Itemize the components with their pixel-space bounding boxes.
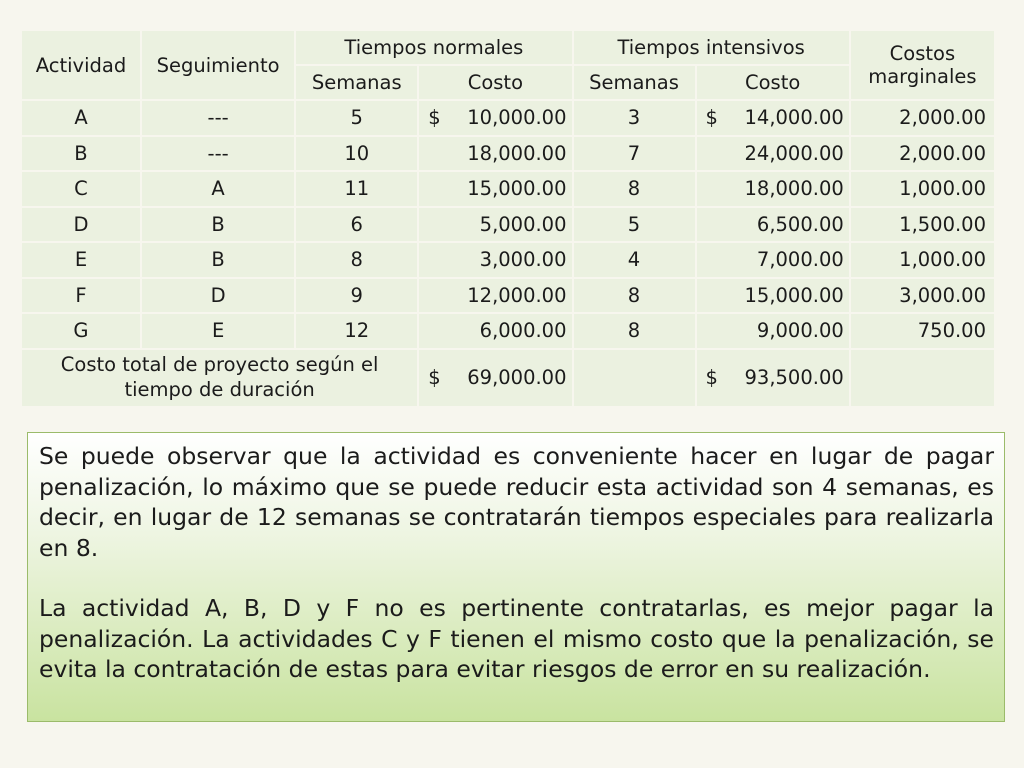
note-box	[27, 432, 1005, 722]
total-label: Costo total de proyecto según el tiempo de duración	[22, 350, 417, 406]
cell-costo-intensivo: 9,000.00	[697, 314, 849, 348]
currency-symbol: $	[705, 366, 718, 389]
table-row	[22, 243, 994, 277]
table-row	[22, 101, 994, 135]
cell-semanas-normal: 11	[296, 172, 417, 206]
header-tiempos-normales: Tiempos normales	[296, 31, 571, 64]
table-row	[22, 279, 994, 313]
cell-actividad: B	[22, 137, 140, 171]
header-actividad: Actividad	[22, 31, 140, 99]
currency-symbol	[424, 319, 450, 342]
cell-semanas-intensivo: 8	[574, 172, 695, 206]
cell-semanas-normal: 12	[296, 314, 417, 348]
cell-actividad: A	[22, 101, 140, 135]
table-row	[22, 137, 994, 171]
table-body	[22, 101, 994, 348]
cell-costo-normal: 15,000.00	[419, 172, 571, 206]
cell-costo-marginal: 3,000.00	[851, 279, 994, 313]
cell-costo-normal: 18,000.00	[419, 137, 571, 171]
header-costo-normal: Costo	[419, 66, 571, 99]
cell-semanas-intensivo: 5	[574, 208, 695, 242]
currency-symbol	[424, 142, 450, 165]
currency-symbol	[702, 177, 728, 200]
cell-seguimiento: B	[142, 208, 294, 242]
header-seguimiento: Seguimiento	[142, 31, 294, 99]
cell-costo-normal: $ 10,000.00	[419, 101, 571, 135]
cell-seguimiento: A	[142, 172, 294, 206]
cell-costo-intensivo: 18,000.00	[697, 172, 849, 206]
total-empty-cell	[574, 350, 695, 406]
currency-symbol	[424, 213, 450, 236]
cell-costo-normal: 3,000.00	[419, 243, 571, 277]
cell-actividad: D	[22, 208, 140, 242]
total-empty-cell	[851, 350, 994, 406]
table-row	[22, 208, 994, 242]
currency-symbol	[702, 284, 728, 307]
cell-seguimiento: ---	[142, 137, 294, 171]
total-intensive-cost: $ 93,500.00	[697, 350, 849, 406]
header-semanas-normal: Semanas	[296, 66, 417, 99]
currency-symbol	[702, 142, 728, 165]
cell-semanas-normal: 5	[296, 101, 417, 135]
cell-costo-marginal: 750.00	[851, 314, 994, 348]
cell-semanas-normal: 9	[296, 279, 417, 313]
cell-costo-normal: 6,000.00	[419, 314, 571, 348]
cell-costo-intensivo: 7,000.00	[697, 243, 849, 277]
cell-seguimiento: E	[142, 314, 294, 348]
header-tiempos-intensivos: Tiempos intensivos	[574, 31, 849, 64]
table-row	[22, 314, 994, 348]
cost-table	[20, 29, 996, 408]
cell-costo-intensivo: 24,000.00	[697, 137, 849, 171]
currency-symbol	[424, 177, 450, 200]
note-paragraph-2: La actividad A, B, D y F no es pertinente contratarlas, es mejor pagar la penalización. La actividades C y F tienen el mismo costo que la penalización, se evita la contratación de estas para evitar riesgos de error en su realización.	[39, 594, 994, 683]
note-paragraph-1: Se puede observar que la actividad es conveniente hacer en lugar de pagar penalización, lo máximo que se puede reducir esta actividad son 4 semanas, es decir, en lugar de 12 semanas se contratarán tiempos especiales para realizarla en 8.	[39, 442, 994, 562]
currency-symbol	[702, 248, 728, 271]
currency-symbol: $	[705, 106, 718, 130]
cell-costo-intensivo: 6,500.00	[697, 208, 849, 242]
currency-symbol	[702, 213, 728, 236]
cell-actividad: F	[22, 279, 140, 313]
cell-costo-marginal: 2,000.00	[851, 101, 994, 135]
cell-semanas-intensivo: 4	[574, 243, 695, 277]
cell-costo-marginal: 1,000.00	[851, 243, 994, 277]
cell-costo-intensivo: 15,000.00	[697, 279, 849, 313]
currency-symbol: $	[428, 366, 441, 389]
cell-semanas-normal: 6	[296, 208, 417, 242]
currency-symbol	[702, 319, 728, 342]
cell-costo-marginal: 1,000.00	[851, 172, 994, 206]
cell-actividad: C	[22, 172, 140, 206]
cell-actividad: G	[22, 314, 140, 348]
cell-costo-marginal: 1,500.00	[851, 208, 994, 242]
cell-semanas-intensivo: 8	[574, 279, 695, 313]
cell-semanas-intensivo: 3	[574, 101, 695, 135]
cell-actividad: E	[22, 243, 140, 277]
cell-semanas-normal: 8	[296, 243, 417, 277]
total-row	[22, 350, 994, 406]
cell-costo-intensivo: $ 14,000.00	[697, 101, 849, 135]
cell-seguimiento: D	[142, 279, 294, 313]
header-costos-marginales: Costos marginales	[851, 31, 994, 99]
cell-seguimiento: B	[142, 243, 294, 277]
table-row	[22, 172, 994, 206]
cell-costo-normal: 12,000.00	[419, 279, 571, 313]
currency-symbol: $	[428, 106, 441, 130]
cell-semanas-intensivo: 8	[574, 314, 695, 348]
cell-costo-marginal: 2,000.00	[851, 137, 994, 171]
currency-symbol	[424, 248, 450, 271]
cell-costo-normal: 5,000.00	[419, 208, 571, 242]
cell-seguimiento: ---	[142, 101, 294, 135]
cell-semanas-intensivo: 7	[574, 137, 695, 171]
total-normal-cost: $ 69,000.00	[419, 350, 571, 406]
currency-symbol	[424, 284, 450, 307]
header-semanas-intensivo: Semanas	[574, 66, 695, 99]
cell-semanas-normal: 10	[296, 137, 417, 171]
header-costo-intensivo: Costo	[697, 66, 849, 99]
